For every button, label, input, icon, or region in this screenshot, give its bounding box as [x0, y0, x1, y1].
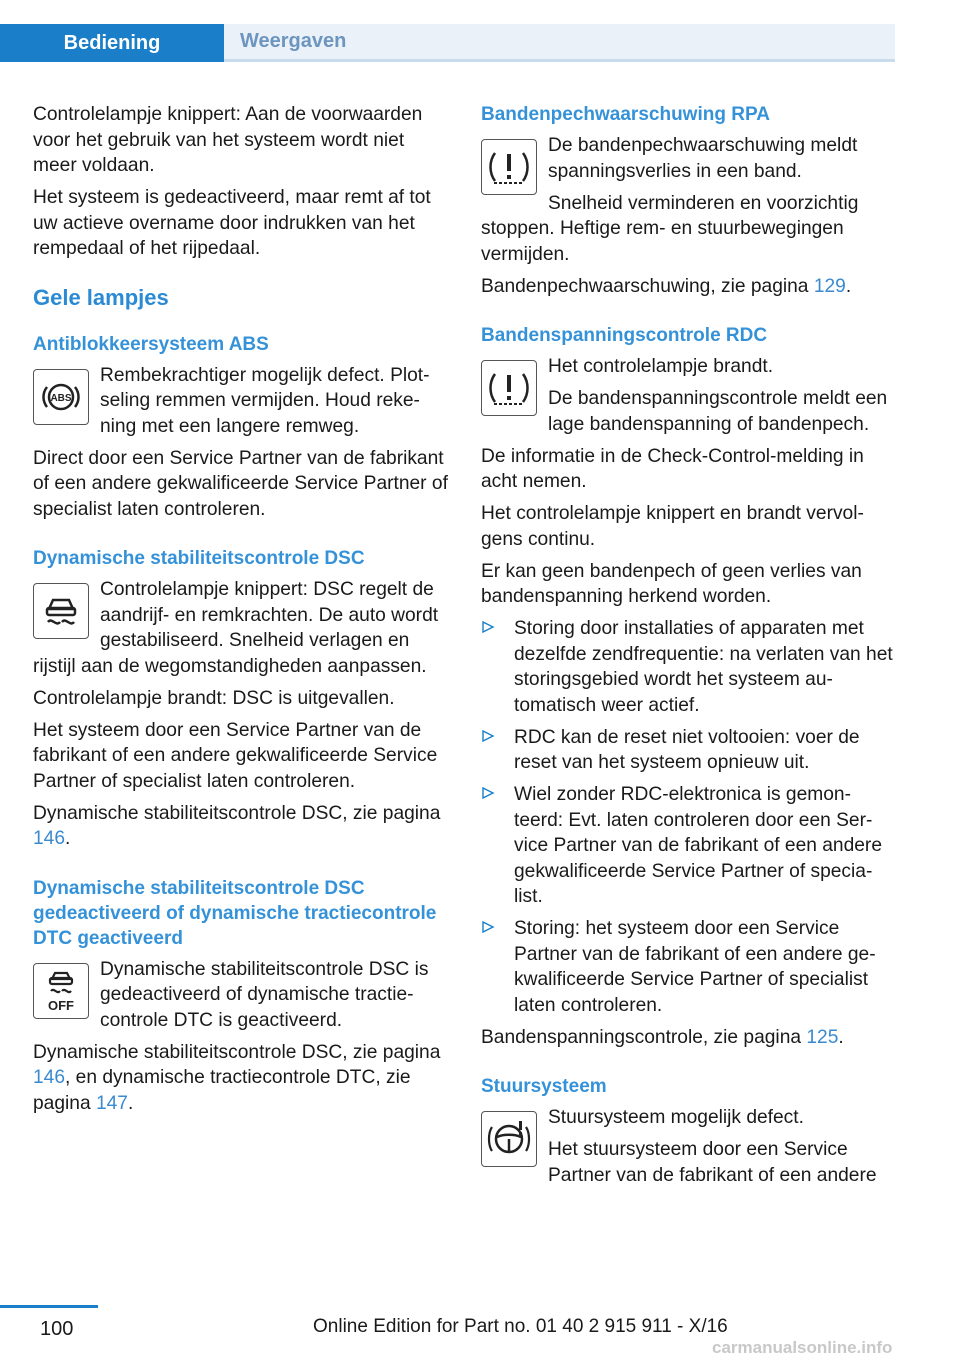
page-link-146[interactable]: 146 [33, 1067, 66, 1088]
list-item [481, 725, 893, 776]
reference-end: . [838, 1026, 844, 1048]
header-tabs [0, 24, 895, 62]
bullet-text: Storing door installaties of apparaten met dezelfde zendfrequentie: na verlaten van het storingsgebied wordt het systeem automatisch weer actief. [514, 618, 893, 716]
triangle-bullet-icon [481, 620, 495, 634]
tire-pressure-icon [481, 360, 537, 416]
page-link-125[interactable]: 125 [806, 1026, 839, 1048]
steering-text-2: Het stuursysteem door een Service Partner van de fabrikant of een andere [548, 1139, 877, 1186]
dsc-text-3: Het systeem door een Service Partner van de fabrikant of een andere gekwalificeerde Service Partner of specialist laten controleren. [33, 719, 438, 792]
watermark: carmanualsonline.info [712, 1338, 893, 1357]
svg-text:ABS: ABS [50, 392, 72, 404]
rdc-reference [481, 1025, 893, 1051]
steering-block [481, 1105, 893, 1188]
page-link-129[interactable]: 129 [813, 275, 846, 297]
bullet-text: RDC kan de reset niet voltooien: voer de reset van het systeem opnieuw uit. [514, 726, 860, 773]
reference-end: . [845, 275, 852, 297]
rpa-reference [481, 274, 893, 300]
heading-dtc: Dynamische stabiliteitscontrole DSC gedeactiveerd of dynamische tractiecontrole DTC geactiveerd [33, 877, 437, 949]
left-column [33, 102, 449, 1123]
reference-text: , en dynamische tractiecontrole DTC, zie pagina [33, 1067, 411, 1114]
dsc-off-icon [33, 963, 89, 1019]
edition-info: Online Edition for Part no. 01 40 2 915 911 - X/16 [313, 1316, 728, 1337]
dsc-block [33, 577, 449, 852]
abs-text: Rembekrachtiger mogelijk defect. Plotseling remmen vermijden. Houd rekening met een langere remweg. [100, 364, 430, 437]
dtc-text: Dynamische stabiliteitscontrole DSC is gedeactiveerd of dynamische tractiecontrole DTC is geactiveerd. [100, 958, 429, 1031]
list-item [481, 782, 893, 910]
reference-end: . [65, 828, 71, 849]
heading-abs: Antiblokkeersysteem ABS [33, 333, 269, 355]
heading-dsc: Dynamische stabiliteitscontrole DSC [33, 548, 365, 569]
paragraph: Controlelampje knippert: Aan de voorwaarden voor het gebruik van het systeem wordt niet meer voldaan. [33, 104, 423, 176]
steering-text: Stuursysteem mogelijk defect. [548, 1107, 804, 1128]
tab-bediening[interactable]: Bediening [0, 24, 224, 62]
triangle-bullet-icon [481, 729, 495, 743]
list-item [481, 616, 893, 718]
rdc-text-2: De bandenspanningscontrole meldt een lage bandenspanning of bandenpech. [548, 388, 888, 435]
rdc-text-4: Het controlelampje knippert en brandt vervolgens continu. [481, 503, 864, 550]
dsc-text-2: Controlelampje brandt: DSC is uitgevallen. [33, 687, 395, 709]
heading-rdc: Bandenspanningscontrole RDC [481, 325, 768, 346]
reference-text: Bandenpechwaarschuwing, zie pagina [481, 275, 814, 297]
list-item [481, 916, 893, 1018]
page-number: 100 [40, 1318, 74, 1340]
dtc-block [33, 957, 449, 1117]
paragraph: Het systeem is gedeactiveerd, maar remt af tot uw actieve overname door indrukken van het rempedaal of het rijpedaal. [33, 187, 431, 259]
rdc-block [481, 354, 893, 1050]
heading-rpa: Bandenpechwaarschuwing RPA [481, 104, 770, 125]
triangle-bullet-icon [481, 920, 495, 934]
tire-warning-icon [481, 139, 537, 195]
tab-underline [0, 60, 224, 62]
steering-warning-icon [481, 1111, 537, 1167]
triangle-bullet-icon [481, 786, 495, 800]
heading-steering: Stuursysteem [481, 1076, 607, 1097]
rdc-text-5: Er kan geen bandenpech of geen verlies van bandenspanning herkend worden. [481, 560, 862, 607]
footer-rule [0, 1305, 98, 1308]
page-link-146[interactable]: 146 [33, 828, 66, 849]
reference-text: Bandenspanningscontrole, zie pagina [481, 1026, 807, 1048]
rdc-bullet-list [481, 616, 893, 1018]
abs-warning-icon [33, 369, 89, 425]
bullet-text: Wiel zonder RDC-elektronica is gemonteerd: Evt. laten controleren door een Service Partner van de fabrikant of een andere gekwalificeerde Service Partner of specialist. [514, 784, 882, 907]
rdc-text-3: De informatie in de Check-Control-melding in acht nemen. [481, 445, 864, 492]
bullet-text: Storing: het systeem door een Service Partner van de fabrikant of een andere gekwalificeerde Service Partner of specialist laten controleren. [514, 918, 876, 1016]
rpa-text-2: Snelheid verminderen en voorzichtig stoppen. Heftige rem- en stuurbewegingen vermijden. [481, 192, 859, 265]
tab-weergaven[interactable]: Weergaven [224, 24, 895, 62]
reference-end: . [127, 1092, 134, 1114]
rpa-text: De bandenpechwaarschuwing meldt spanningsverlies in een band. [548, 135, 858, 182]
reference-text: Dynamische stabiliteitscontrole DSC, zie pagina [33, 1041, 441, 1063]
rdc-text: Het controlelampje brandt. [548, 356, 774, 377]
dsc-car-skid-icon [33, 583, 89, 639]
dsc-text: Controlelampje knippert: DSC regelt de aandrijf- en remkrachten. De auto wordt gestabiliseerd. Snelheid verlagen en rijstijl aan de wegomstandigheden aanpassen. [33, 579, 439, 677]
abs-block [33, 363, 449, 523]
reference-text: Dynamische stabiliteitscontrole DSC, zie pagina [33, 802, 441, 824]
off-label: OFF [48, 997, 74, 1013]
abs-text-2: Direct door een Service Partner van de fabrikant of een andere gekwalificeerde Service Partner of specialist laten controleren. [33, 447, 448, 520]
rpa-block [481, 133, 893, 299]
dtc-reference [33, 1040, 449, 1117]
dsc-reference [33, 801, 449, 852]
right-column [481, 102, 893, 1195]
section-heading-yellow-lamps: Gele lampjes [33, 284, 169, 310]
page-link-147[interactable]: 147 [95, 1092, 128, 1114]
